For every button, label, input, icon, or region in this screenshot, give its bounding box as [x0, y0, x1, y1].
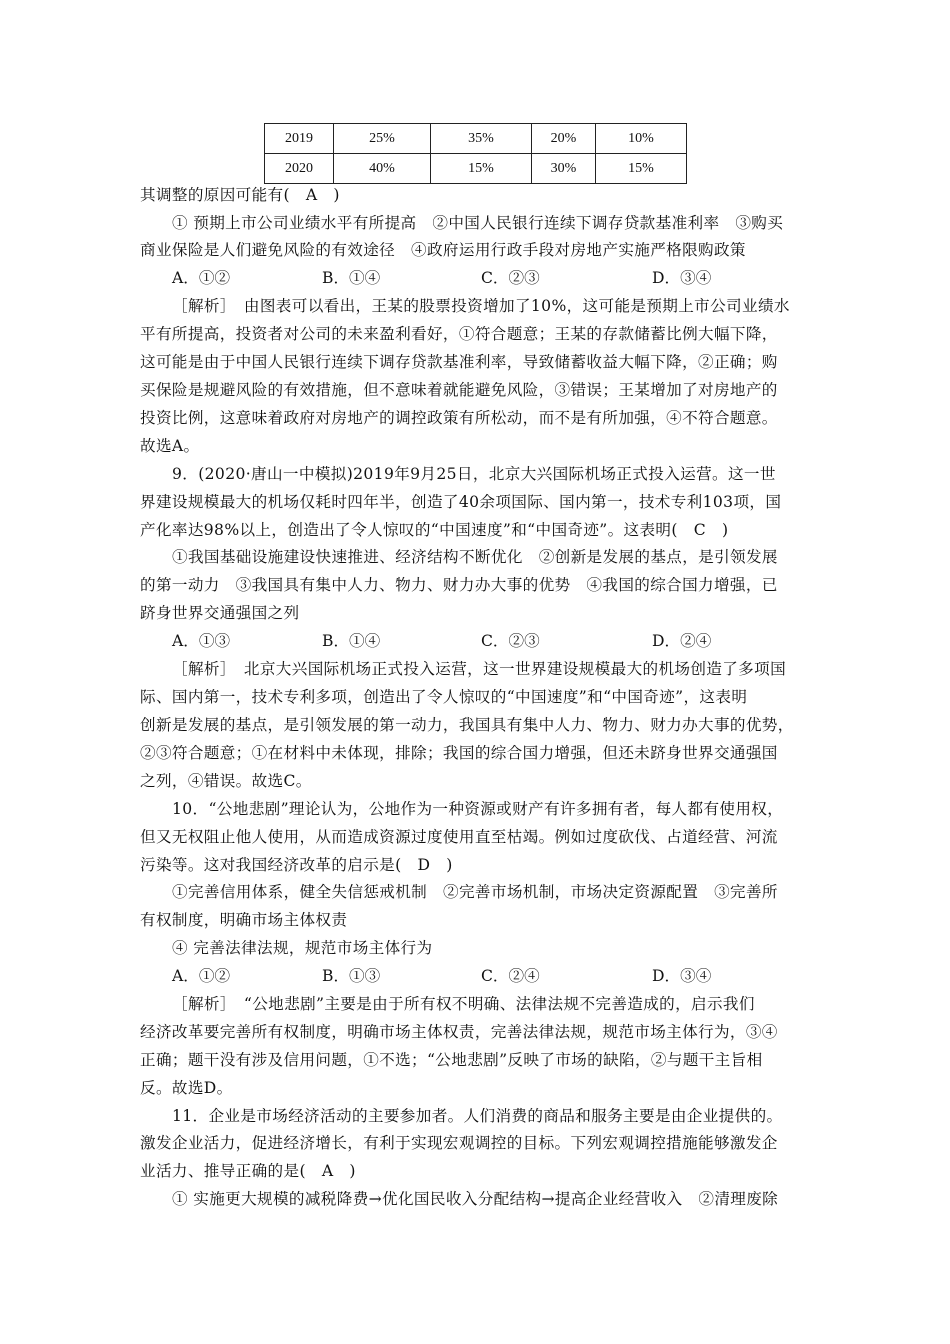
- choices-text: 有权制度，明确市场主体权责: [140, 911, 348, 929]
- table-row: [265, 154, 687, 184]
- choices-text: 跻身世界交通强国之列: [140, 604, 300, 622]
- option-d: D．③④: [652, 967, 712, 985]
- question-10-stem: 污染等。这对我国经济改革的启示是( D ): [140, 856, 453, 874]
- option-c: C．②③: [481, 632, 540, 650]
- analysis-text: ［解析］ “公地悲剧”主要是由于所有权不明确、法律法规不完善造成的，启示我们: [172, 995, 755, 1013]
- option-d: D．②④: [652, 632, 712, 650]
- analysis-text: 际、国内第一，技术专利多项，创造出了令人惊叹的“中国速度”和“中国奇迹”，这表明: [140, 688, 748, 706]
- analysis-text: 之列，④错误。故选C。: [140, 772, 312, 790]
- option-c: C．②③: [481, 269, 540, 287]
- table-cell: 35%: [431, 124, 532, 154]
- table-cell: 40%: [334, 154, 431, 184]
- table-row: [265, 124, 687, 154]
- analysis-text: 经济改革要完善所有权制度，明确市场主体权责，完善法律法规，规范市场主体行为，③④: [140, 1023, 778, 1041]
- analysis-text: 故选A。: [140, 437, 200, 455]
- table-cell: 2019: [265, 124, 334, 154]
- table-cell: 2020: [265, 154, 334, 184]
- question-9-stem: 产化率达98%以上，创造出了令人惊叹的“中国速度”和“中国奇迹”。这表明( C ): [140, 521, 729, 539]
- question-11-stem: 业活力、推导正确的是( A ): [140, 1162, 356, 1180]
- choices-text: ① 预期上市公司业绩水平有所提高 ②中国人民银行连续下调存贷款基准利率 ③购买: [172, 214, 784, 232]
- option-d: D．③④: [652, 269, 712, 287]
- question-11-stem: 激发企业活力，促进经济增长，有利于实现宏观调控的目标。下列宏观调控措施能够激发企: [140, 1134, 778, 1152]
- analysis-text: ［解析］ 由图表可以看出，王某的股票投资增加了10%，这可能是预期上市公司业绩水: [172, 297, 790, 315]
- question-11-stem: 11．企业是市场经济活动的主要参加者。人们消费的商品和服务主要是由企业提供的。: [172, 1107, 783, 1125]
- table-cell: 20%: [532, 124, 596, 154]
- table-cell: 15%: [431, 154, 532, 184]
- table-cell: 10%: [596, 124, 687, 154]
- table-cell: 30%: [532, 154, 596, 184]
- investment-table: [264, 123, 687, 184]
- option-c: C．②④: [481, 967, 540, 985]
- choices-text: ① 实施更大规模的减税降费→优化国民收入分配结构→提高企业经营收入 ②清理废除: [172, 1190, 779, 1208]
- analysis-text: 创新是发展的基点，是引领发展的第一动力，我国具有集中人力、物力、财力办大事的优势，: [140, 716, 794, 734]
- choices-text: ①我国基础设施建设快速推进、经济结构不断优化 ②创新是发展的基点，是引领发展: [172, 548, 778, 566]
- analysis-text: 正确；题干没有涉及信用问题，①不选；“公地悲剧”反映了市场的缺陷，②与题干主旨相: [140, 1051, 763, 1069]
- option-a: A．①②: [172, 967, 231, 985]
- option-b: B．①④: [322, 269, 381, 287]
- option-a: A．①②: [172, 269, 231, 287]
- question-stem: 其调整的原因可能有( A ): [140, 186, 340, 204]
- question-10-stem: 但又无权阻止他人使用，从而造成资源过度使用直至枯竭。例如过度砍伐、占道经营、河流: [140, 828, 778, 846]
- analysis-text: ②③符合题意；①在材料中未体现，排除；我国的综合国力增强，但还未跻身世界交通强国: [140, 744, 778, 762]
- analysis-text: 平有所提高，投资者对公司的未来盈利看好，①符合题意；王某的存款储蓄比例大幅下降，: [140, 325, 778, 343]
- choices-text: 商业保险是人们避免风险的有效途径 ④政府运用行政手段对房地产实施严格限购政策: [140, 241, 746, 259]
- analysis-text: 买保险是规避风险的有效措施，但不意味着就能避免风险，③错误；王某增加了对房地产的: [140, 381, 778, 399]
- choices-text: ①完善信用体系，健全失信惩戒机制 ②完善市场机制，市场决定资源配置 ③完善所: [172, 883, 778, 901]
- analysis-text: 投资比例，这意味着政府对房地产的调控政策有所松动，而不是有所加强，④不符合题意。: [140, 409, 778, 427]
- analysis-text: 反。故选D。: [140, 1079, 233, 1097]
- choices-text: ④ 完善法律法规，规范市场主体行为: [172, 939, 433, 957]
- option-a: A．①③: [172, 632, 231, 650]
- table-cell: 15%: [596, 154, 687, 184]
- choices-text: 的第一动力 ③我国具有集中人力、物力、财力办大事的优势 ④我国的综合国力增强，已: [140, 576, 778, 594]
- question-9-stem: 界建设规模最大的机场仅耗时四年半，创造了40余项国际、国内第一，技术专利103项，国: [140, 493, 782, 511]
- option-b: B．①④: [322, 632, 381, 650]
- question-10-stem: 10．“公地悲剧”理论认为，公地作为一种资源或财产有许多拥有者，每人都有使用权，: [172, 800, 784, 818]
- question-9-stem: 9．(2020·唐山一中模拟)2019年9月25日，北京大兴国际机场正式投入运营。这一世: [172, 465, 776, 483]
- analysis-text: ［解析］ 北京大兴国际机场正式投入运营，这一世界建设规模最大的机场创造了多项国: [172, 660, 787, 678]
- table-cell: 25%: [334, 124, 431, 154]
- analysis-text: 这可能是由于中国人民银行连续下调存贷款基准利率，导致储蓄收益大幅下降，②正确；购: [140, 353, 778, 371]
- option-b: B．①③: [322, 967, 381, 985]
